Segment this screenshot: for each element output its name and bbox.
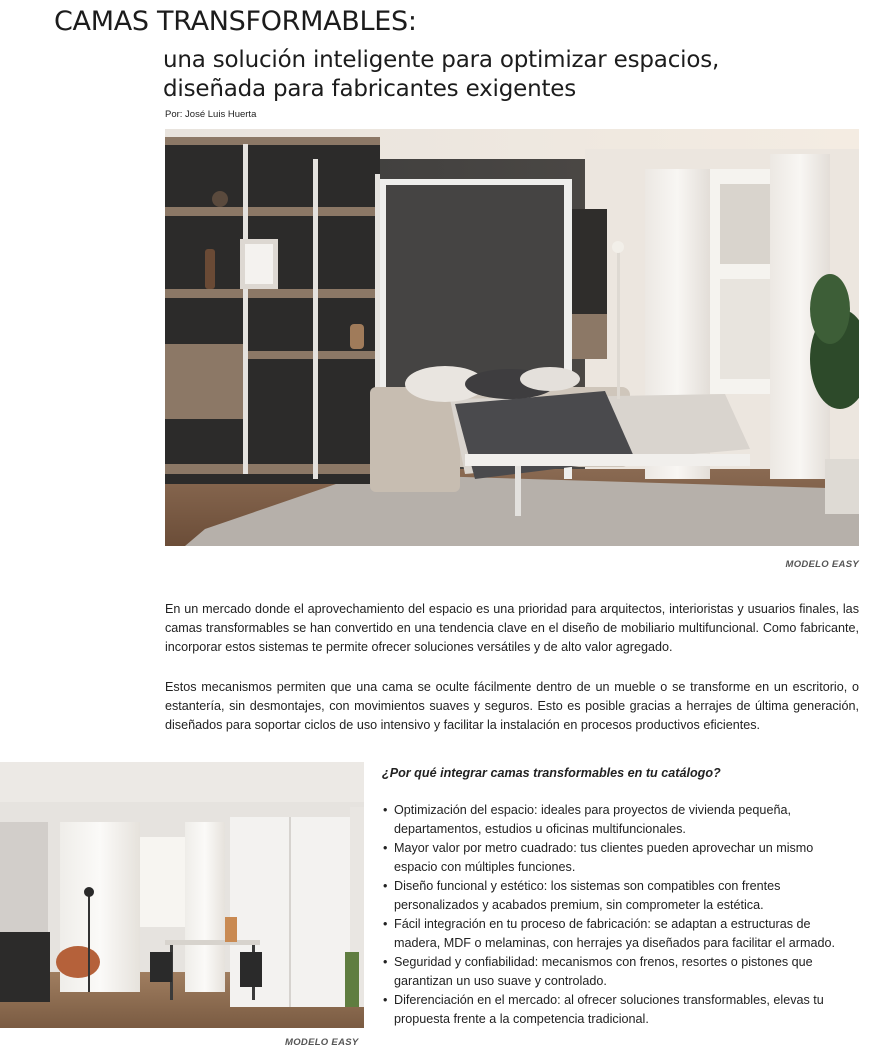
benefits-heading: ¿Por qué integrar camas transformables en tu catálogo? [382,766,721,780]
subtitle-line-2: diseñada para fabricantes exigentes [163,76,576,102]
list-item: • Seguridad y confiabilidad: mecanismos con frenos, resortes o pistones que garantizan un uso suave y controlado. [382,953,860,991]
list-item: • Optimización del espacio: ideales para proyectos de vivienda pequeña, departamentos, estudios u oficinas multifuncionales. [382,801,860,839]
benefits-list [382,801,860,1029]
list-item: • Mayor valor por metro cuadrado: tus clientes pueden aprovechar un mismo espacio con múltiples funciones. [382,839,860,877]
paragraph-1: En un mercado donde el aprovechamiento del espacio es una prioridad para arquitectos, interioristas y usuarios finales, las camas transformables se han convertido en una tendencia clave en el diseño de mobiliario multifuncional. Como fabricante, incorporar estos sistemas te permite ofrecer soluciones versátiles y de alto valor agregado. [165,602,859,654]
main-photo [165,129,859,546]
list-item: • Diseño funcional y estético: los sistemas son compatibles con frentes personalizados y acabados premium, sin comprometer la estética. [382,877,860,915]
author-byline: Por: José Luis Huerta [165,109,257,120]
article-subtitle [163,46,719,104]
secondary-photo [0,762,364,1028]
article-title: CAMAS TRANSFORMABLES: [54,6,417,37]
list-item: • Diferenciación en el mercado: al ofrecer soluciones transformables, elevas tu propuesta frente a la competencia tradicional. [382,991,860,1029]
secondary-photo-caption: MODELO EASY [285,1037,359,1048]
paragraph-2: Estos mecanismos permiten que una cama se oculte fácilmente dentro de un mueble o se transforme en un escritorio, o estantería, sin desmontajes, con movimientos suaves y seguros. Esto es posible gracias a herrajes de última generación, diseñados para soportar ciclos de uso intensivo y facilitar la instalación en procesos productivos eficientes. [165,680,859,732]
intro-paragraph-1 [165,600,859,657]
main-photo-caption: MODELO EASY [785,559,859,570]
subtitle-line-1: una solución inteligente para optimizar espacios, [163,47,720,73]
intro-paragraph-2 [165,678,859,735]
list-item: • Fácil integración en tu proceso de fabricación: se adaptan a estructuras de madera, MDF o melaminas, con herrajes ya diseñados para facilitar el armado. [382,915,860,953]
